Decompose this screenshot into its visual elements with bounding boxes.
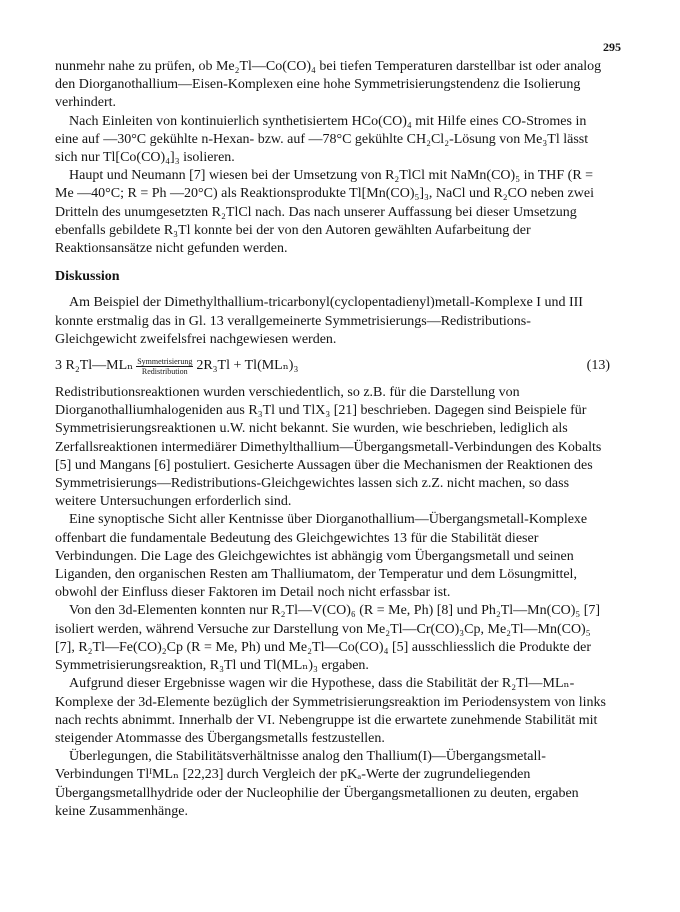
paragraph-aufgrund: Aufgrund dieser Ergebnisse wagen wir die Hypothese, dass die Stabilität der R₂Tl—MLₙ-Komplexe der 3d-Elemente bezüglich der Symmetrisierungsreaktion im Periodensystem von links nach rechts abnimmt. Innerhalb der VI. Nebengruppe ist die erwartete zunehmende Stabilität mit steigender Atommasse des Übergangsmetalls festzustellen. — [55, 676, 606, 746]
paragraph-ueberlegungen: Überlegungen, die Stabilitätsverhältnisse analog den Thallium(I)—Übergangsmetall-Verbindungen TlᴵMLₙ [22,23] durch Vergleich der pKₐ-Werte der zugrundeliegenden Übergangsmetallhydride oder der Nucleophilie der Übergangsmetallionen zu deuten, ergaben keine Zusammenhänge. — [55, 749, 579, 819]
paragraph-continuation: nunmehr nahe zu prüfen, ob Me₂Tl—Co(CO)₄ bei tiefen Temperaturen darstellbar ist oder analog den Diorganothallium—Eisen-Komplexen eine hohe Symmetrisierungstendenz die Isolierung verhindert. — [55, 59, 602, 111]
paragraph-beispiel: Am Beispiel der Dimethylthallium-tricarbonyl(cyclopentadienyl)metall-Komplexe I und III konnte erstmalig das in Gl. 13 verallgemeinerte Symmetrisierungs—Redistributions-Gleichgewicht zweifelsfrei nachgewiesen werden. — [55, 295, 583, 347]
equation-left: 3 R₂Tl—MLₙ — [55, 358, 134, 374]
section-heading: Diskussion — [55, 269, 120, 285]
paragraph-synoptisch: Eine synoptische Sicht aller Kentnisse über Diorganothallium—Übergangsmetall-Komplexe offenbart die fundamentale Bedeutung des Gleichgewichtes 13 für die Stabilität dieser Verbindungen. Die Lage des Gleichgewichtes ist abhängig vom Übergangsmetall und seinen Liganden, den organischen Resten am Thalliumatom, der Temperatur und dem Lösungmittel, obwohl der Einfluss dieser Faktoren im Detail noch nicht erfassbar ist. — [55, 512, 588, 601]
arrow-label-bottom: Redistribution — [141, 367, 188, 377]
equilibrium-arrow — [136, 357, 193, 376]
arrow-label-top: Symmetrisierung — [137, 357, 193, 367]
equation-number: (13) — [586, 358, 610, 374]
paragraph-haupt-neumann: Haupt und Neumann [7] wiesen bei der Umsetzung von R₂TlCl mit NaMn(CO)₅ in THF (R = Me —40°C; R = Ph —20°C) als Reaktionsprodukte Tl[Mn(CO)₅]₃, NaCl und R₂CO neben zwei Dritteln des unumgesetzten R₂TlCl nach. Das nach unserer Auffassung bei dieser Umsetzung ebenfalls gebildete R₃Tl konnte bei der von den Autoren gewählten Aufarbeitung der Reaktionsansätze nicht gefunden werden. — [55, 168, 594, 257]
page-number: 295 — [603, 40, 621, 54]
equation-right: 2R₃Tl + Tl(MLₙ)₃ — [196, 358, 299, 374]
paragraph-3d-elemente: Von den 3d-Elementen konnten nur R₂Tl—V(CO)₆ (R = Me, Ph) [8] und Ph₂Tl—Mn(CO)₅ [7] isoliert werden, während Versuche zur Darstellung von Me₂Tl—Cr(CO)₃Cp, Me₂Tl—Mn(CO)₅ [7], R₂Tl—Fe(CO)₂Cp (R = Me, Ph) und Me₂Tl—Co(CO)₄ [5] ausschliesslich die Produkte der Symmetrisierungsreaktion, R₃Tl und Tl(MLₙ)₃ ergaben. — [55, 603, 601, 674]
equation-13 — [55, 357, 610, 376]
paragraph-redistribution: Redistributionsreaktionen wurden verschiedentlich, so z.B. für die Darstellung von Diorganothalliumhalogeniden aus R₃Tl und TlX₃ [21] beschrieben. Dagegen sind Beispiele für Symmetrisierungsreaktionen u.W. nicht bekannt. Sie wurden, wie beschrieben, lediglich als Zerfallsreaktionen intermediärer Dimethylthallium—Übergangsmetall-Verbindungen des Kobalts [5] und Mangans [6] postuliert. Gesicherte Aussagen über die Mechanismen der Reaktionen des Symmetrisierungs—Redistributions-Gleichgewichtes lassen sich z.Z. nicht machen, so dass weitere Untersuchungen erforderlich sind. — [55, 385, 602, 510]
body-text — [55, 58, 610, 821]
paragraph-einleiten: Nach Einleiten von kontinuierlich synthetisiertem HCo(CO)₄ mit Hilfe eines CO-Stromes in eine auf —30°C gekühlte n-Hexan- bzw. auf —78°C gekühlte CH₂Cl₂-Lösung von Me₃Tl lässt sich nur Tl[Co(CO)₄]₃ isolieren. — [55, 113, 589, 166]
